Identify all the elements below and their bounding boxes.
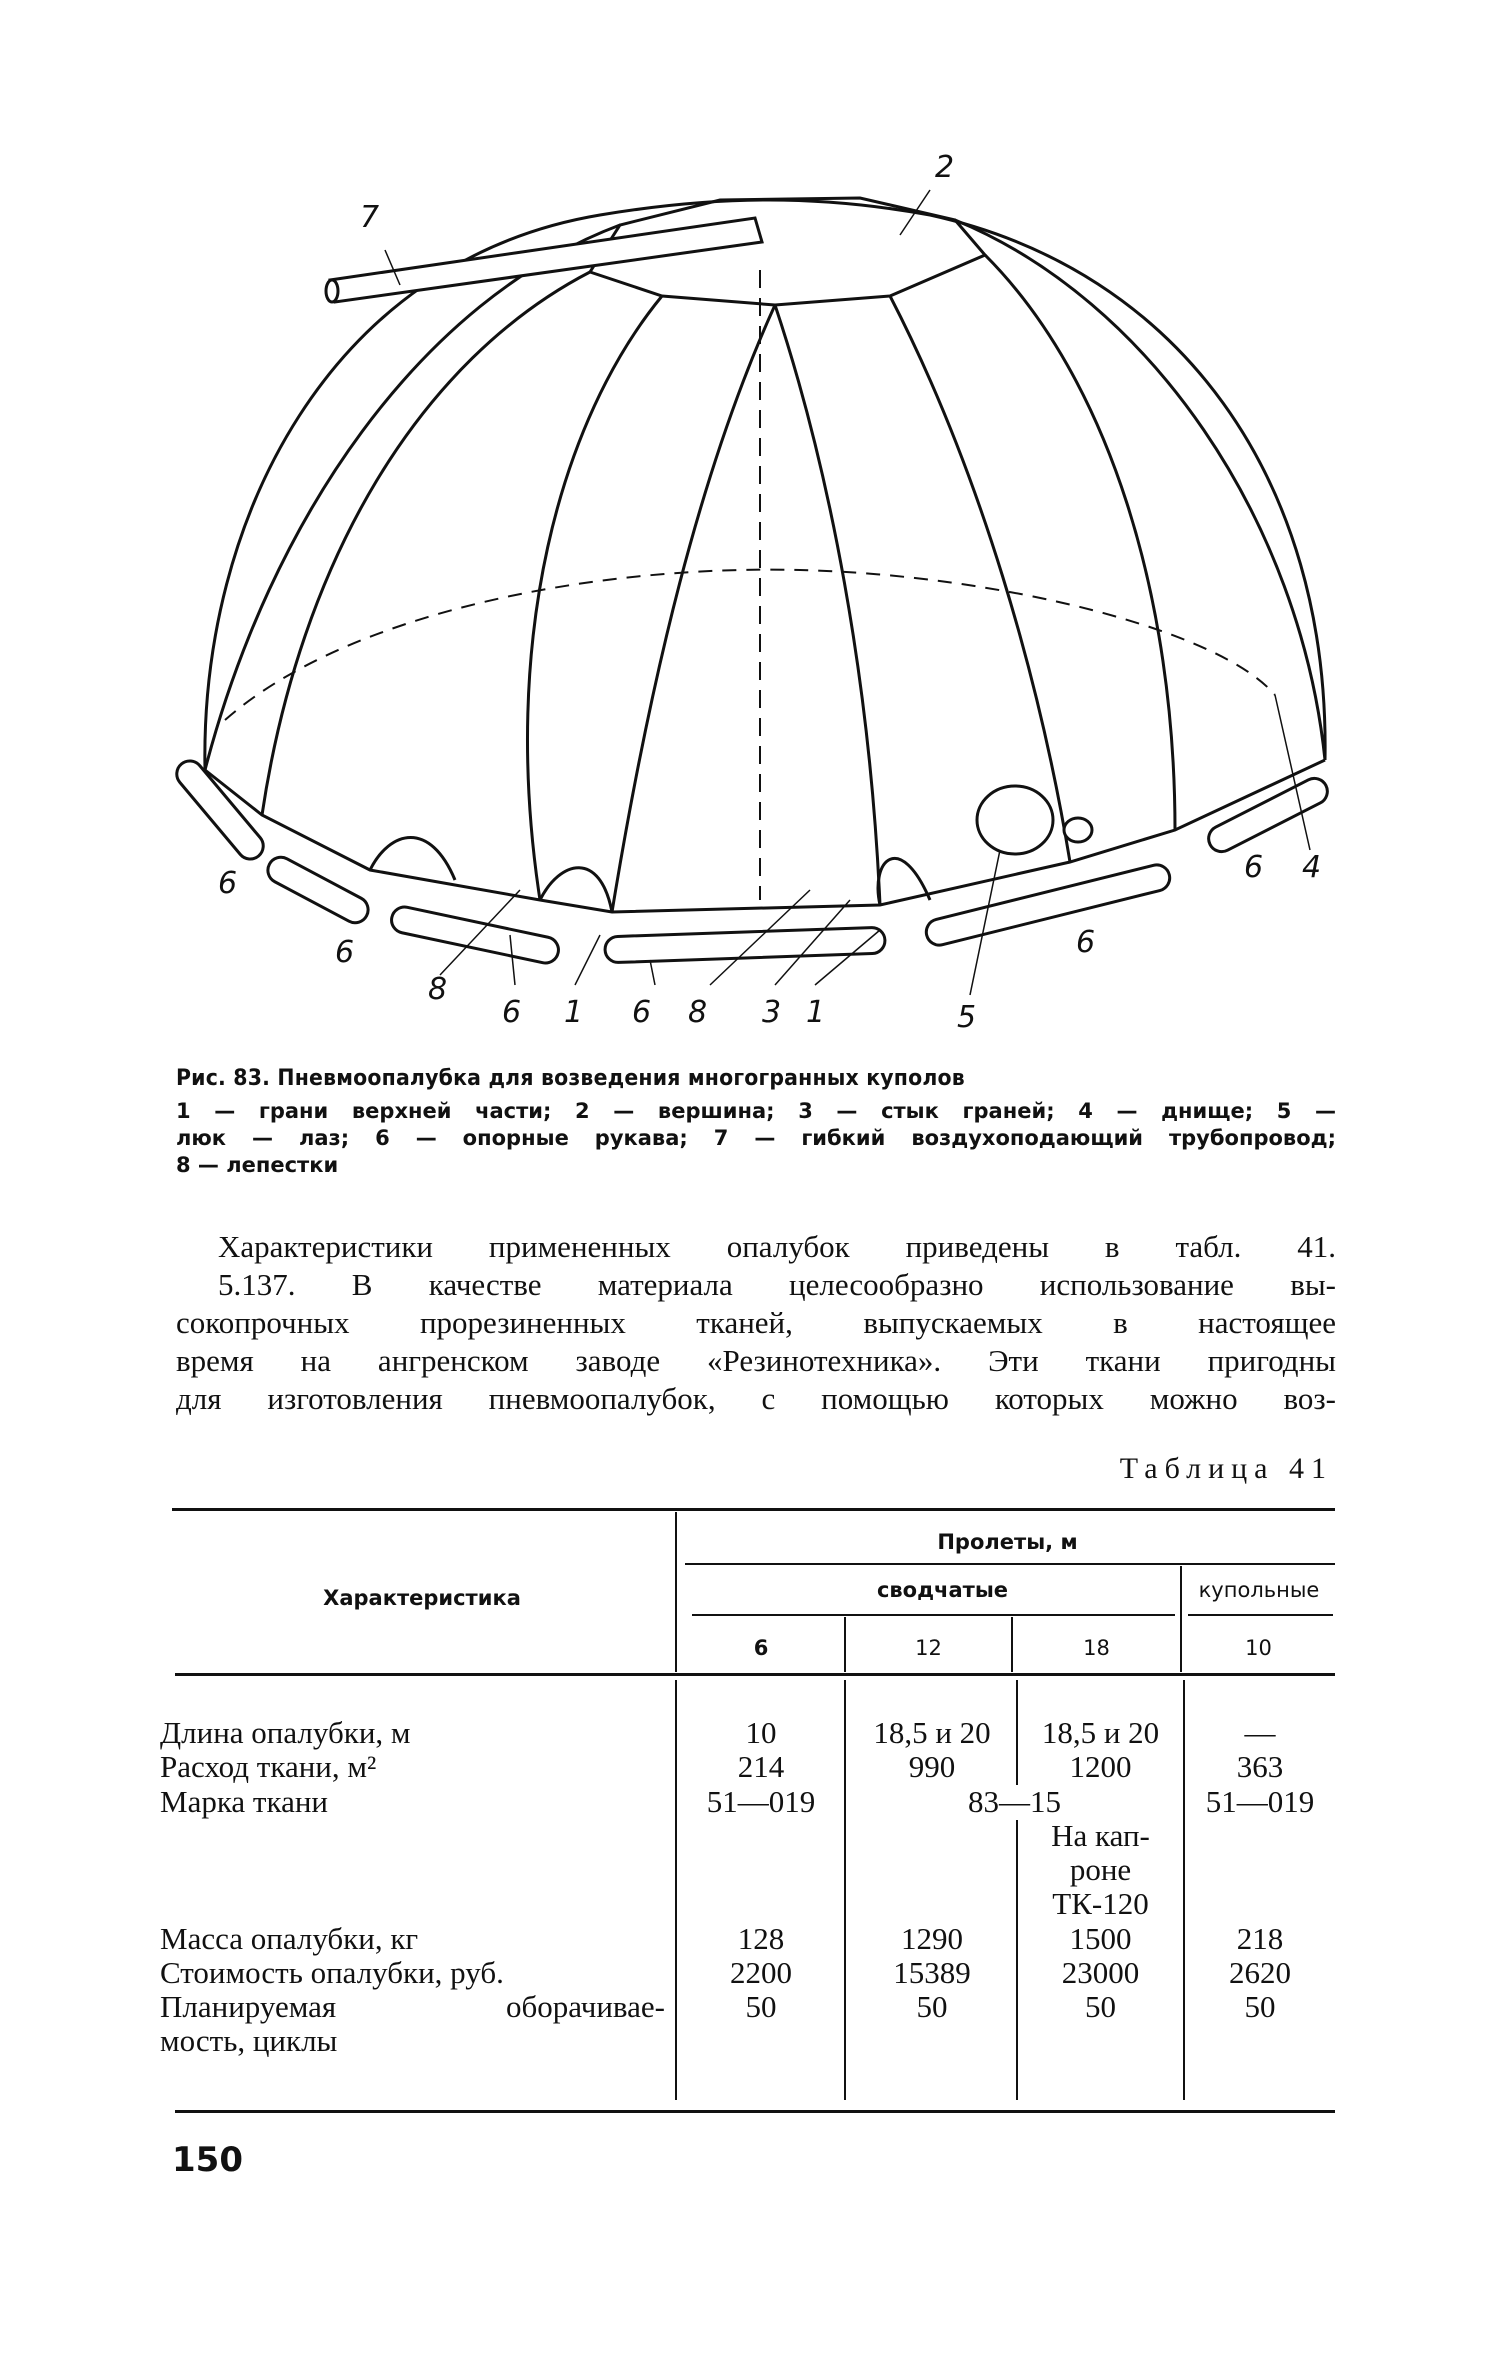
figure-label: 6 <box>1244 850 1264 885</box>
table-cell: 50 <box>745 1989 777 2024</box>
table-cell: 51—019 <box>1205 1784 1315 1819</box>
figure-label: 6 <box>502 995 522 1030</box>
text-line: время на ангренском заводе «Резинотехника». Эти ткани пригодны <box>176 1343 1336 1378</box>
table-cell: 23000 <box>1061 1955 1140 1990</box>
row-label: Стоимость опалубки, руб. <box>160 1955 504 1990</box>
table-cell: 50 <box>916 1989 948 2024</box>
figure-label: 1 <box>564 995 584 1030</box>
table-cell: 18,5 и 20 <box>1041 1715 1160 1750</box>
figure-label: 6 <box>218 866 238 901</box>
header-group-dome: купольные <box>1198 1578 1320 1602</box>
figure-label: 1 <box>806 995 826 1030</box>
header-col: 18 <box>1083 1636 1110 1660</box>
table-cell: На кап- <box>1051 1818 1150 1853</box>
figure-label: 6 <box>335 935 355 970</box>
table-cell: 50 <box>1085 1989 1116 2024</box>
figure-caption-legend <box>176 1098 1336 1179</box>
legend-line: 1 — грани верхней части; 2 — вершина; 3 — стык граней; 4 — днище; 5 — <box>176 1099 1336 1123</box>
header-col: 6 <box>753 1636 769 1660</box>
table-cell: ТК-120 <box>1052 1886 1149 1921</box>
figure-label: 2 <box>935 150 955 185</box>
table-cell: 1290 <box>901 1921 963 1956</box>
column-divider <box>675 1512 677 1672</box>
header-bottom-rule <box>175 1673 1335 1676</box>
table-cell: 218 <box>1236 1921 1284 1956</box>
header-col: 10 <box>1245 1636 1272 1660</box>
row-label: Расход ткани, м² <box>160 1749 377 1784</box>
table-cell: 2200 <box>730 1955 792 1990</box>
table-cell: 83—15 <box>846 1785 1183 1819</box>
figure-label: 6 <box>632 995 652 1030</box>
text-line: сокопрочных прорезиненных тканей, выпускаемых в настоящее <box>176 1305 1336 1340</box>
table-cell: 990 <box>908 1749 956 1784</box>
text-line: 5.137. В качестве материала целесообразно использование вы- <box>218 1267 1336 1302</box>
text-line: для изготовления пневмоопалубок, с помощью которых можно воз- <box>176 1381 1336 1416</box>
table-cell: 128 <box>737 1921 785 1956</box>
figure-label: 4 <box>1302 850 1322 885</box>
table-cell: роне <box>1069 1852 1132 1887</box>
table-cell: 214 <box>737 1749 785 1784</box>
figure-label: 3 <box>762 995 782 1030</box>
row-label: Планируемая оборачивае- <box>160 1989 665 2024</box>
table-cell: 50 <box>1244 1989 1276 2024</box>
table-cell: 1500 <box>1069 1921 1132 1956</box>
table-cell: 10 <box>745 1715 777 1750</box>
support-sleeves <box>171 756 1331 966</box>
page-number: 150 <box>172 2140 243 2180</box>
figure-label: 6 <box>1076 925 1096 960</box>
legend-line: люк — лаз; 6 — опорные рукава; 7 — гибкий воздухоподающий трубопровод; <box>176 1126 1336 1150</box>
table-cell: 15389 <box>893 1955 971 1990</box>
table-cell: 2620 <box>1229 1955 1291 1990</box>
table-cell: 18,5 и 20 <box>873 1715 991 1750</box>
table-title: Таблица 41 <box>1119 1452 1333 1485</box>
table-bottom-rule <box>175 2110 1335 2113</box>
header-rule <box>1188 1614 1333 1616</box>
header-characteristic: Характеристика <box>323 1586 521 1610</box>
figure-label: 5 <box>957 1000 977 1035</box>
figure-label: 8 <box>688 995 708 1030</box>
row-label: Марка ткани <box>160 1784 329 1819</box>
header-group-arched: сводчатые <box>876 1578 1009 1602</box>
header-spans: Пролеты, м <box>937 1530 1078 1554</box>
figure-label: 7 <box>360 200 380 235</box>
text-line: Характеристики примененных опалубок приведены в табл. 41. <box>218 1229 1336 1264</box>
table-cell: 363 <box>1236 1749 1284 1784</box>
figure-caption-title: Рис. 83. Пневмоопалубка для возведения многогранных куполов <box>176 1066 965 1091</box>
table-cell: 1200 <box>1069 1749 1132 1784</box>
table-cell: — <box>1244 1715 1276 1750</box>
air-pipe <box>330 218 762 302</box>
header-col: 12 <box>915 1636 942 1660</box>
row-label: Длина опалубки, м <box>160 1715 411 1750</box>
header-rule <box>685 1563 1335 1565</box>
row-label: Масса опалубки, кг <box>160 1921 419 1956</box>
table-top-rule <box>172 1508 1335 1511</box>
column-divider <box>675 1680 677 2100</box>
header-rule <box>692 1614 1175 1616</box>
dome-formwork-illustration <box>0 0 1501 1060</box>
row-label: мость, циклы <box>160 2023 338 2058</box>
body-paragraph <box>176 1228 1336 1418</box>
figure-label: 8 <box>428 972 448 1007</box>
table-cell: 51—019 <box>678 1785 844 1819</box>
legend-line: 8 — лепестки <box>176 1153 339 1177</box>
hatch <box>977 786 1053 854</box>
